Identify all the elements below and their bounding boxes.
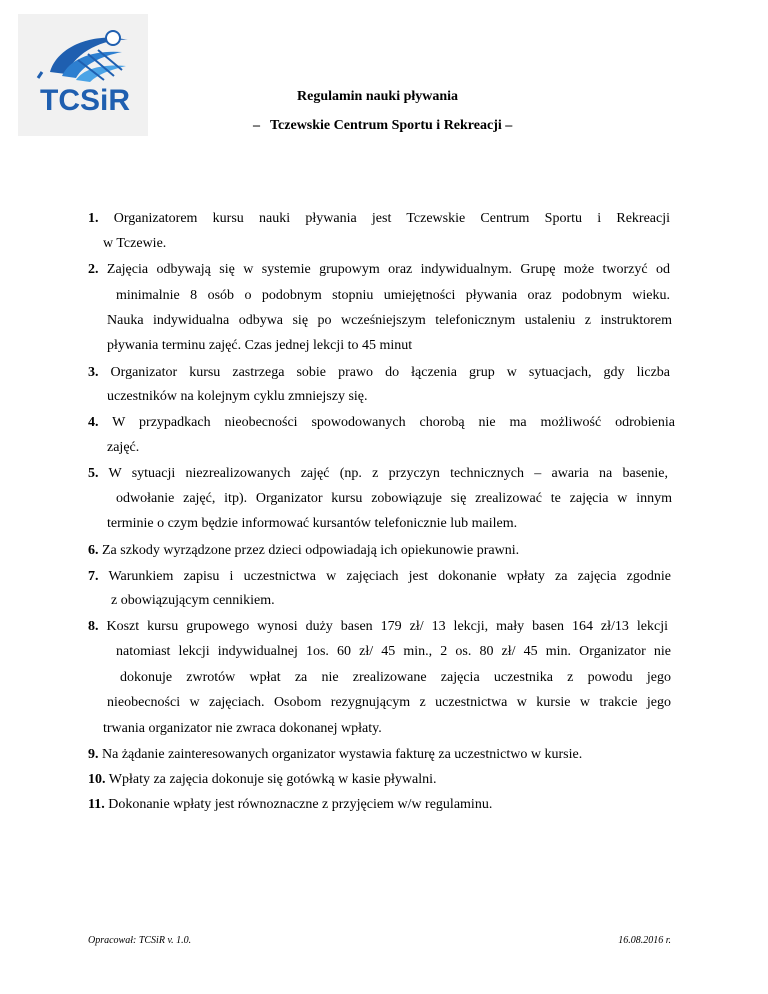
rule-8-line-3: dokonuje zwrotów wpłat za nie zrealizowane zajęcia uczestnika z powodu jego [120, 670, 671, 685]
rule-number: 1. [88, 211, 99, 226]
rule-8-line-2: natomiast lekcji indywidualnej 1os. 60 zł/ 45 min., 2 os. 80 zł/ 45 min. Organizator nie [116, 644, 671, 659]
rule-number: 2. [88, 262, 99, 277]
page-subtitle [253, 118, 512, 134]
rule-9-line-1: 9. Na żądanie zainteresowanych organizator wystawia fakturę za uczestnictwo w kursie. [88, 747, 583, 762]
rule-number: 5. [88, 466, 99, 481]
subtitle-text: Tczewskie Centrum Sportu i Rekreacji – [270, 118, 513, 133]
rule-8-line-5: trwania organizator nie zwraca dokonanej wpłaty. [103, 721, 382, 736]
rule-number: 11. [88, 797, 105, 812]
rule-2-line-1: 2. Zajęcia odbywają się w systemie grupowym oraz indywidualnym. Grupę może tworzyć od [88, 262, 670, 277]
rule-4-line-2: zajęć. [107, 440, 140, 455]
rule-number: 4. [88, 415, 99, 430]
rule-6-line-1: 6. Za szkody wyrządzone przez dzieci odpowiadają ich opiekunowie prawni. [88, 543, 520, 558]
rule-number: 7. [88, 569, 99, 584]
page-title: Regulamin nauki pływania [297, 89, 459, 104]
rule-5-line-3: terminie o czym będzie informować kursantów telefonicznie lub mailem. [107, 516, 518, 531]
rule-number: 10. [88, 772, 106, 787]
rule-7-line-1: 7. Warunkiem zapisu i uczestnictwa w zajęciach jest dokonanie wpłaty za zajęcia zgodnie [88, 569, 671, 584]
logo-text: TCSiR [40, 84, 130, 117]
rule-number: 6. [88, 543, 99, 558]
rule-7-line-2: z obowiązującym cennikiem. [111, 593, 275, 608]
rule-number: 9. [88, 747, 99, 762]
rule-10-line-1: 10. Wpłaty za zajęcia dokonuje się gotówką w kasie pływalni. [88, 772, 437, 787]
rule-2-line-3: Nauka indywidualna odbywa się po wcześniejszym telefonicznym ustaleniu z instruktorem [107, 313, 672, 328]
rule-4-line-1: 4. W przypadkach nieobecności spowodowanych chorobą nie ma możliwość odrobienia [88, 415, 675, 430]
rule-2-line-4: pływania terminu zajęć. Czas jednej lekcji to 45 minut [107, 338, 413, 353]
rule-1-line-2: w Tczewie. [103, 236, 167, 251]
rule-number: 8. [88, 619, 99, 634]
rule-3-line-1: 3. Organizator kursu zastrzega sobie prawo do łączenia grup w sytuacjach, gdy liczba [88, 365, 670, 380]
rule-5-line-2: odwołanie zajęć, itp). Organizator kursu zobowiązuje się zrealizować te zajęcia w innym [116, 491, 672, 506]
logo [18, 14, 148, 136]
footer-date: 16.08.2016 r. [618, 935, 671, 946]
rule-5-line-1: 5. W sytuacji niezrealizowanych zajęć (np. z przyczyn technicznych – awaria na basenie, [88, 466, 668, 481]
rule-number: 3. [88, 365, 99, 380]
subtitle-dash: – [253, 118, 260, 133]
rule-2-line-2: minimalnie 8 osób o podobnym stopniu umiejętności pływania oraz podobnym wieku. [116, 288, 670, 303]
footer-author: Opracował: TCSiR v. 1.0. [88, 935, 192, 946]
rule-1-line-1: 1. Organizatorem kursu nauki pływania jest Tczewskie Centrum Sportu i Rekreacji [88, 211, 670, 226]
rule-3-line-2: uczestników na kolejnym cyklu zmniejszy się. [107, 389, 368, 404]
rule-11-line-1: 11. Dokonanie wpłaty jest równoznaczne z przyjęciem w/w regulaminu. [88, 797, 493, 812]
rule-8-line-4: nieobecności w zajęciach. Osobom rezygnującym z uczestnictwa w kursie w trakcie jego [107, 695, 671, 710]
rule-8-line-1: 8. Koszt kursu grupowego wynosi duży basen 179 zł/ 13 lekcji, mały basen 164 zł/13 lekcji [88, 619, 668, 634]
